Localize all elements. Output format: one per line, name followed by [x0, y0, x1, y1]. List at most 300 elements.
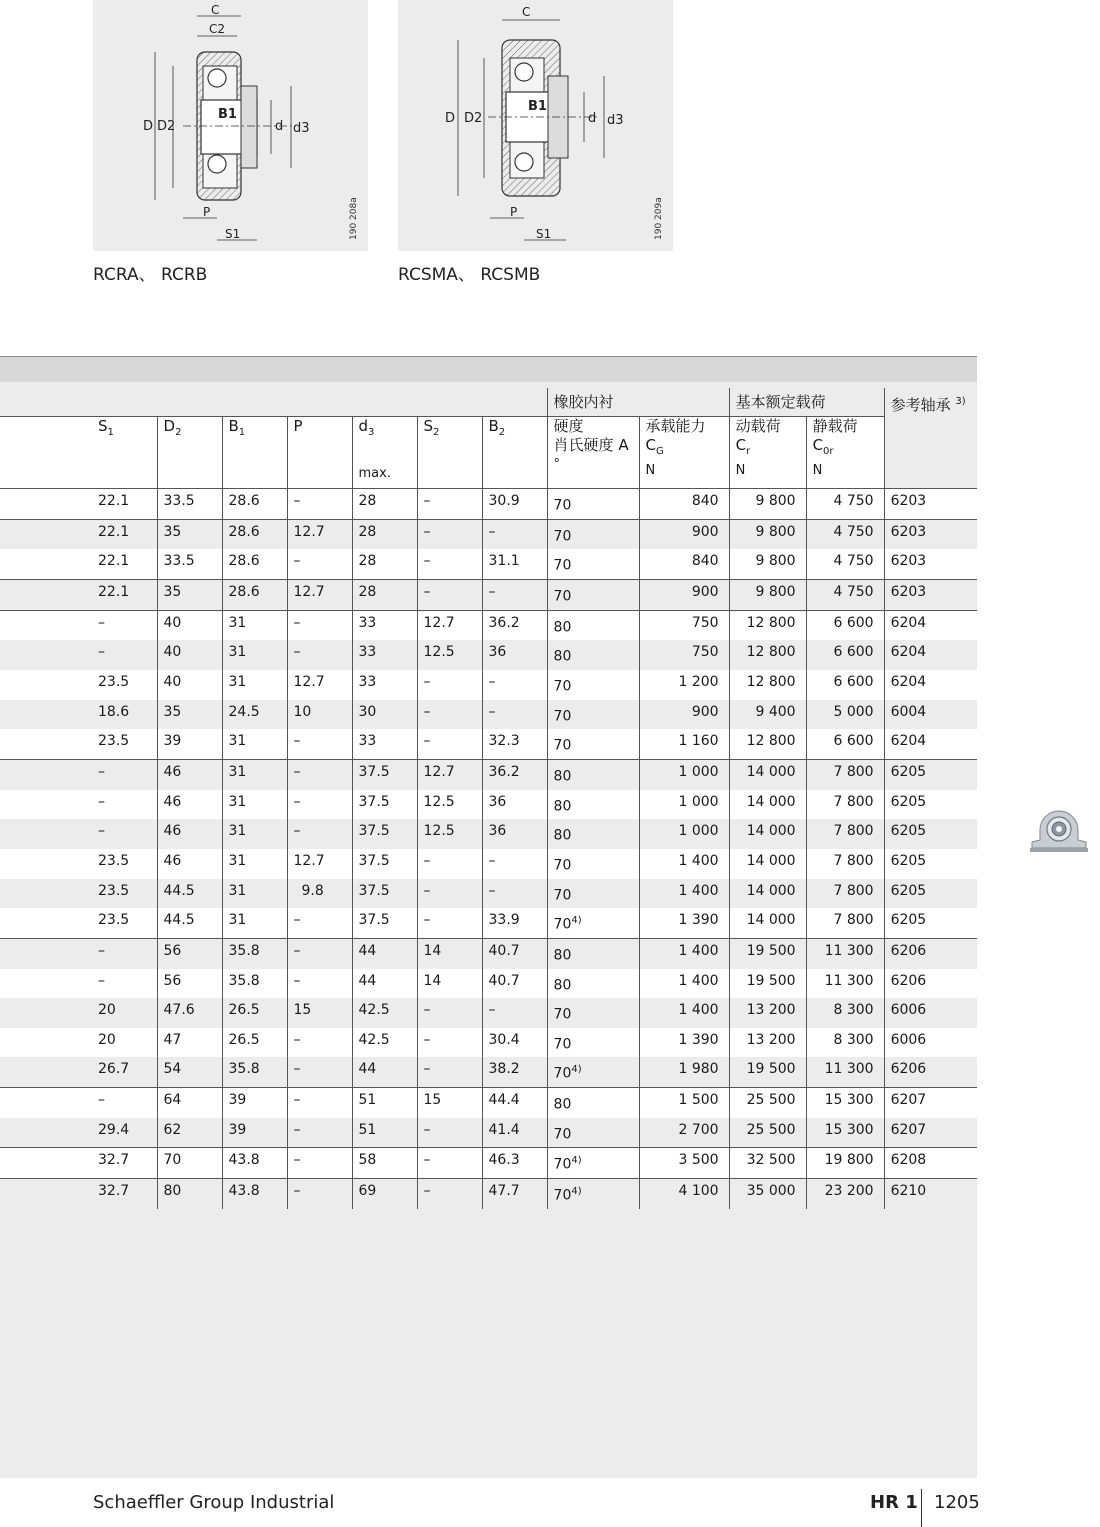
cell-d2: 47.6	[157, 998, 222, 1028]
cell-b1: 39	[222, 1088, 287, 1118]
cell-cr: 19 500	[729, 969, 806, 999]
cell-cr: 25 500	[729, 1118, 806, 1148]
cell-d3: 33	[352, 670, 417, 700]
cell-s1: 23.5	[0, 670, 157, 700]
cell-c0r: 7 800	[806, 790, 884, 820]
cell-cg: 1 980	[639, 1057, 729, 1087]
cell-b2: –	[482, 700, 547, 730]
cell-ref: 6206	[884, 938, 977, 968]
cell-cg: 840	[639, 489, 729, 520]
cell-d2: 47	[157, 1028, 222, 1058]
cell-b2: 30.4	[482, 1028, 547, 1058]
table-row	[0, 489, 977, 520]
cell-ref: 6206	[884, 969, 977, 999]
table-row	[0, 998, 977, 1028]
cell-c0r: 7 800	[806, 879, 884, 909]
cell-d3: 30	[352, 700, 417, 730]
cell-c0r: 7 800	[806, 849, 884, 879]
cell-d3: 33	[352, 640, 417, 670]
table-row	[0, 759, 977, 789]
cell-ref: 6205	[884, 819, 977, 849]
cell-b1: 43.8	[222, 1148, 287, 1179]
cell-d2: 33.5	[157, 549, 222, 579]
cell-p: –	[287, 1118, 352, 1148]
cell-d2: 54	[157, 1057, 222, 1087]
cell-cr: 9 800	[729, 519, 806, 549]
cell-d3: 44	[352, 969, 417, 999]
cell-d2: 70	[157, 1148, 222, 1179]
cell-cg: 3 500	[639, 1148, 729, 1179]
cell-s2: 12.5	[417, 640, 482, 670]
cell-cg: 900	[639, 579, 729, 610]
cell-ref: 6203	[884, 489, 977, 520]
cell-ref: 6210	[884, 1179, 977, 1209]
cell-b1: 31	[222, 879, 287, 909]
cell-s2: –	[417, 519, 482, 549]
cell-c0r: 15 300	[806, 1088, 884, 1118]
cell-s2: –	[417, 489, 482, 520]
cell-cg: 1 200	[639, 670, 729, 700]
cell-s1: 22.1	[0, 519, 157, 549]
cell-ref: 6006	[884, 1028, 977, 1058]
cell-ref: 6204	[884, 640, 977, 670]
cell-p: –	[287, 1179, 352, 1209]
cell-d3: 69	[352, 1179, 417, 1209]
table-row	[0, 1028, 977, 1058]
cell-b1: 31	[222, 759, 287, 789]
cell-s2: –	[417, 1057, 482, 1087]
dim-d2-label: D2	[157, 119, 176, 134]
col-b1: $B_1$	[222, 417, 287, 489]
cell-c0r: 11 300	[806, 938, 884, 968]
cell-c0r: 8 300	[806, 998, 884, 1028]
cell-s2: 14	[417, 969, 482, 999]
cell-c0r: 4 750	[806, 519, 884, 549]
cell-cg: 1 000	[639, 759, 729, 789]
cell-c0r: 4 750	[806, 549, 884, 579]
cell-d3: 28	[352, 519, 417, 549]
cell-hard: 80	[547, 790, 639, 820]
cell-ref: 6006	[884, 998, 977, 1028]
cell-d3: 42.5	[352, 1028, 417, 1058]
cell-hard: 70	[547, 879, 639, 909]
cell-p: 12.7	[287, 579, 352, 610]
cell-b1: 31	[222, 908, 287, 938]
cell-ref: 6205	[884, 759, 977, 789]
dim-d3-label: d3	[607, 113, 624, 128]
cell-hard: 80	[547, 819, 639, 849]
table-row	[0, 519, 977, 549]
cell-ref: 6205	[884, 790, 977, 820]
cell-b1: 31	[222, 819, 287, 849]
cell-s1: 32.7	[0, 1148, 157, 1179]
cell-b1: 31	[222, 729, 287, 759]
cell-cr: 25 500	[729, 1088, 806, 1118]
cell-c0r: 11 300	[806, 1057, 884, 1087]
cell-s2: 12.5	[417, 819, 482, 849]
cell-b2: 31.1	[482, 549, 547, 579]
col-s1: $S_1$	[0, 417, 157, 489]
cell-ref: 6207	[884, 1088, 977, 1118]
cell-d3: 37.5	[352, 849, 417, 879]
cell-cg: 1 500	[639, 1088, 729, 1118]
cell-ref: 6203	[884, 519, 977, 549]
cell-hard: 80	[547, 969, 639, 999]
cell-s1: 20	[0, 998, 157, 1028]
rubber-lining-header: 橡胶内衬	[547, 388, 729, 417]
plummer-block-housing-icon	[1028, 808, 1090, 858]
cell-d2: 39	[157, 729, 222, 759]
cell-s2: –	[417, 879, 482, 909]
cell-cr: 19 500	[729, 938, 806, 968]
cell-d3: 44	[352, 938, 417, 968]
bearing-data-table	[0, 388, 977, 1209]
cell-cr: 14 000	[729, 908, 806, 938]
table-row	[0, 908, 977, 938]
cell-s1: 29.4	[0, 1118, 157, 1148]
cell-ref: 6207	[884, 1118, 977, 1148]
cell-b1: 26.5	[222, 998, 287, 1028]
cell-s2: –	[417, 1118, 482, 1148]
cell-d3: 28	[352, 489, 417, 520]
footer-company: Schaeffler Group Industrial	[93, 1492, 335, 1513]
cell-s1: 22.1	[0, 489, 157, 520]
cell-cr: 12 800	[729, 640, 806, 670]
dim-d3-label: d3	[293, 121, 310, 136]
cell-cr: 14 000	[729, 759, 806, 789]
col-hardness: 硬度 肖氏硬度 A °	[547, 417, 639, 489]
cell-cg: 1 400	[639, 879, 729, 909]
cell-b2: –	[482, 879, 547, 909]
cell-d3: 42.5	[352, 998, 417, 1028]
cell-cr: 12 800	[729, 729, 806, 759]
cell-s2: –	[417, 670, 482, 700]
cell-cr: 14 000	[729, 849, 806, 879]
cell-cg: 1 160	[639, 729, 729, 759]
cell-hard: 70$^{4)}$	[547, 1057, 639, 1087]
cell-cg: 1 400	[639, 938, 729, 968]
table-row	[0, 1179, 977, 1209]
cell-d2: 46	[157, 819, 222, 849]
table-row	[0, 579, 977, 610]
cell-ref: 6204	[884, 729, 977, 759]
cell-s2: –	[417, 729, 482, 759]
drawing-code: 190 208a	[349, 197, 359, 240]
dim-d-label: d	[275, 119, 284, 134]
cell-s2: 15	[417, 1088, 482, 1118]
cell-cr: 9 400	[729, 700, 806, 730]
cell-s1: 18.6	[0, 700, 157, 730]
cell-b2: 44.4	[482, 1088, 547, 1118]
cell-s1: –	[0, 759, 157, 789]
cell-s1: 26.7	[0, 1057, 157, 1087]
cell-cr: 13 200	[729, 1028, 806, 1058]
dim-d-outer-label: D	[143, 119, 154, 134]
cell-s2: –	[417, 1028, 482, 1058]
drawing-code: 190 209a	[654, 197, 664, 240]
reference-bearing-header: 参考轴承 $^{3)}$	[884, 388, 977, 489]
table-row	[0, 640, 977, 670]
group-header-row	[0, 388, 977, 417]
footer-separator	[921, 1489, 922, 1527]
dim-d-outer-label: D	[445, 111, 456, 126]
cell-s1: 23.5	[0, 729, 157, 759]
cell-d2: 64	[157, 1088, 222, 1118]
table-row	[0, 670, 977, 700]
cell-s1: –	[0, 640, 157, 670]
cell-b2: 36.2	[482, 610, 547, 640]
cell-cr: 19 500	[729, 1057, 806, 1087]
cell-hard: 70$^{4)}$	[547, 1148, 639, 1179]
cell-d3: 51	[352, 1088, 417, 1118]
cell-b2: 41.4	[482, 1118, 547, 1148]
cell-cg: 4 100	[639, 1179, 729, 1209]
cell-c0r: 7 800	[806, 759, 884, 789]
cell-ref: 6205	[884, 879, 977, 909]
cell-b1: 28.6	[222, 549, 287, 579]
cell-d2: 35	[157, 519, 222, 549]
cell-b2: –	[482, 849, 547, 879]
col-d2: $D_2$	[157, 417, 222, 489]
cell-p: –	[287, 549, 352, 579]
cell-hard: 70	[547, 998, 639, 1028]
cell-s1: –	[0, 1088, 157, 1118]
dim-c-label: C	[211, 3, 220, 17]
figure-rcra-rcrb	[93, 0, 368, 251]
cell-hard: 80	[547, 610, 639, 640]
table-row	[0, 790, 977, 820]
cell-c0r: 4 750	[806, 579, 884, 610]
cell-cr: 9 800	[729, 489, 806, 520]
cell-d3: 28	[352, 549, 417, 579]
cell-d3: 51	[352, 1118, 417, 1148]
table-row	[0, 700, 977, 730]
cell-cg: 750	[639, 610, 729, 640]
dim-s1-label: S1	[536, 227, 552, 241]
cell-c0r: 6 600	[806, 640, 884, 670]
bearing-section-drawing	[398, 0, 673, 251]
cell-hard: 80	[547, 640, 639, 670]
cell-c0r: 5 000	[806, 700, 884, 730]
cell-d3: 28	[352, 579, 417, 610]
cell-s2: 12.5	[417, 790, 482, 820]
cell-hard: 70	[547, 549, 639, 579]
cell-s2: –	[417, 849, 482, 879]
cell-b1: 31	[222, 790, 287, 820]
cell-d2: 40	[157, 640, 222, 670]
cell-d2: 80	[157, 1179, 222, 1209]
cell-b2: –	[482, 519, 547, 549]
cell-s1: –	[0, 790, 157, 820]
cell-hard: 70$^{4)}$	[547, 1179, 639, 1209]
cell-d2: 35	[157, 579, 222, 610]
cell-cg: 900	[639, 700, 729, 730]
cell-cr: 9 800	[729, 549, 806, 579]
cell-c0r: 4 750	[806, 489, 884, 520]
dim-c-label: C	[522, 5, 531, 19]
cell-b1: 24.5	[222, 700, 287, 730]
cell-cr: 12 800	[729, 670, 806, 700]
table-row	[0, 879, 977, 909]
cell-d2: 56	[157, 969, 222, 999]
table-row	[0, 849, 977, 879]
cell-ref: 6206	[884, 1057, 977, 1087]
load-rating-header: 基本额定载荷	[729, 388, 884, 417]
cell-b1: 28.6	[222, 579, 287, 610]
cell-d2: 44.5	[157, 908, 222, 938]
cell-b1: 43.8	[222, 1179, 287, 1209]
cell-b2: 36	[482, 819, 547, 849]
cell-ref: 6203	[884, 549, 977, 579]
cell-cr: 32 500	[729, 1148, 806, 1179]
cell-c0r: 7 800	[806, 819, 884, 849]
cell-b1: 35.8	[222, 969, 287, 999]
cell-c0r: 6 600	[806, 610, 884, 640]
cell-hard: 70	[547, 579, 639, 610]
dim-p-label: P	[203, 205, 211, 219]
cell-cg: 1 400	[639, 849, 729, 879]
cell-p: –	[287, 938, 352, 968]
cell-hard: 70	[547, 670, 639, 700]
cell-cr: 14 000	[729, 879, 806, 909]
cell-p: 10	[287, 700, 352, 730]
cell-b2: 36	[482, 640, 547, 670]
cell-d2: 56	[157, 938, 222, 968]
dim-d-label: d	[588, 111, 597, 126]
cell-cg: 1 400	[639, 998, 729, 1028]
cell-ref: 6208	[884, 1148, 977, 1179]
cell-cg: 1 390	[639, 1028, 729, 1058]
cell-s2: –	[417, 700, 482, 730]
cell-hard: 70	[547, 1028, 639, 1058]
cell-hard: 70$^{4)}$	[547, 908, 639, 938]
cell-c0r: 11 300	[806, 969, 884, 999]
cell-p: 12.7	[287, 519, 352, 549]
cell-b2: 36	[482, 790, 547, 820]
cell-s1: –	[0, 610, 157, 640]
cell-cr: 13 200	[729, 998, 806, 1028]
table-row	[0, 969, 977, 999]
cell-s1: 32.7	[0, 1179, 157, 1209]
cell-cr: 9 800	[729, 579, 806, 610]
cell-s1: 23.5	[0, 879, 157, 909]
cell-p: –	[287, 908, 352, 938]
column-header-row	[0, 417, 977, 489]
cell-s1: 22.1	[0, 549, 157, 579]
cell-b2: 40.7	[482, 969, 547, 999]
footer-catalog: HR 1	[870, 1492, 918, 1513]
dim-s1-label: S1	[225, 227, 241, 241]
cell-s2: 14	[417, 938, 482, 968]
cell-hard: 70	[547, 489, 639, 520]
cell-d2: 40	[157, 670, 222, 700]
cell-d2: 46	[157, 849, 222, 879]
cell-p: –	[287, 610, 352, 640]
cell-b1: 28.6	[222, 489, 287, 520]
col-b2: $B_2$	[482, 417, 547, 489]
cell-s2: –	[417, 549, 482, 579]
cell-d2: 40	[157, 610, 222, 640]
cell-cr: 14 000	[729, 790, 806, 820]
cell-d3: 37.5	[352, 908, 417, 938]
cell-c0r: 19 800	[806, 1148, 884, 1179]
cell-p: –	[287, 790, 352, 820]
table-row	[0, 1118, 977, 1148]
cell-d2: 35	[157, 700, 222, 730]
cell-b1: 28.6	[222, 519, 287, 549]
table-row	[0, 1088, 977, 1118]
cell-b2: 47.7	[482, 1179, 547, 1209]
cell-d3: 58	[352, 1148, 417, 1179]
cell-b2: –	[482, 579, 547, 610]
cell-p: –	[287, 819, 352, 849]
cell-hard: 70	[547, 1118, 639, 1148]
cell-d3: 33	[352, 610, 417, 640]
cell-b1: 31	[222, 640, 287, 670]
cell-cg: 1 000	[639, 819, 729, 849]
cell-s1: 23.5	[0, 908, 157, 938]
cell-b1: 26.5	[222, 1028, 287, 1058]
cell-ref: 6004	[884, 700, 977, 730]
table-row	[0, 610, 977, 640]
figure-caption-rcsma: RCSMA、 RCSMB	[398, 265, 541, 285]
cell-c0r: 8 300	[806, 1028, 884, 1058]
cell-s2: –	[417, 579, 482, 610]
cell-hard: 70	[547, 729, 639, 759]
cell-p: –	[287, 1028, 352, 1058]
cell-c0r: 23 200	[806, 1179, 884, 1209]
table-row	[0, 819, 977, 849]
cell-s1: –	[0, 938, 157, 968]
cell-cg: 840	[639, 549, 729, 579]
cell-c0r: 6 600	[806, 670, 884, 700]
cell-ref: 6205	[884, 849, 977, 879]
cell-p: –	[287, 1148, 352, 1179]
cell-p: 12.7	[287, 849, 352, 879]
cell-p: –	[287, 729, 352, 759]
cell-p: 15	[287, 998, 352, 1028]
cell-b1: 35.8	[222, 1057, 287, 1087]
cell-ref: 6203	[884, 579, 977, 610]
cell-hard: 80	[547, 938, 639, 968]
col-cr: 动载荷 $C_r$ N	[729, 417, 806, 489]
cell-b1: 31	[222, 670, 287, 700]
cell-b2: 40.7	[482, 938, 547, 968]
cell-s1: –	[0, 819, 157, 849]
cell-b2: 32.3	[482, 729, 547, 759]
cell-s1: 22.1	[0, 579, 157, 610]
cell-cg: 900	[639, 519, 729, 549]
cell-s2: 12.7	[417, 610, 482, 640]
cell-cg: 1 000	[639, 790, 729, 820]
table-row	[0, 729, 977, 759]
cell-d2: 44.5	[157, 879, 222, 909]
cell-s1: –	[0, 969, 157, 999]
cell-c0r: 6 600	[806, 729, 884, 759]
cell-d3: 37.5	[352, 819, 417, 849]
cell-b1: 35.8	[222, 938, 287, 968]
cell-b2: –	[482, 998, 547, 1028]
cell-cg: 1 390	[639, 908, 729, 938]
table-row	[0, 549, 977, 579]
col-d3: $d_3$ max.	[352, 417, 417, 489]
col-c0r: 静载荷 $C_{0r}$ N	[806, 417, 884, 489]
cell-b2: 30.9	[482, 489, 547, 520]
cell-b2: 46.3	[482, 1148, 547, 1179]
bearing-section-drawing	[93, 0, 368, 251]
col-s2: $S_2$	[417, 417, 482, 489]
cell-b2: 36.2	[482, 759, 547, 789]
